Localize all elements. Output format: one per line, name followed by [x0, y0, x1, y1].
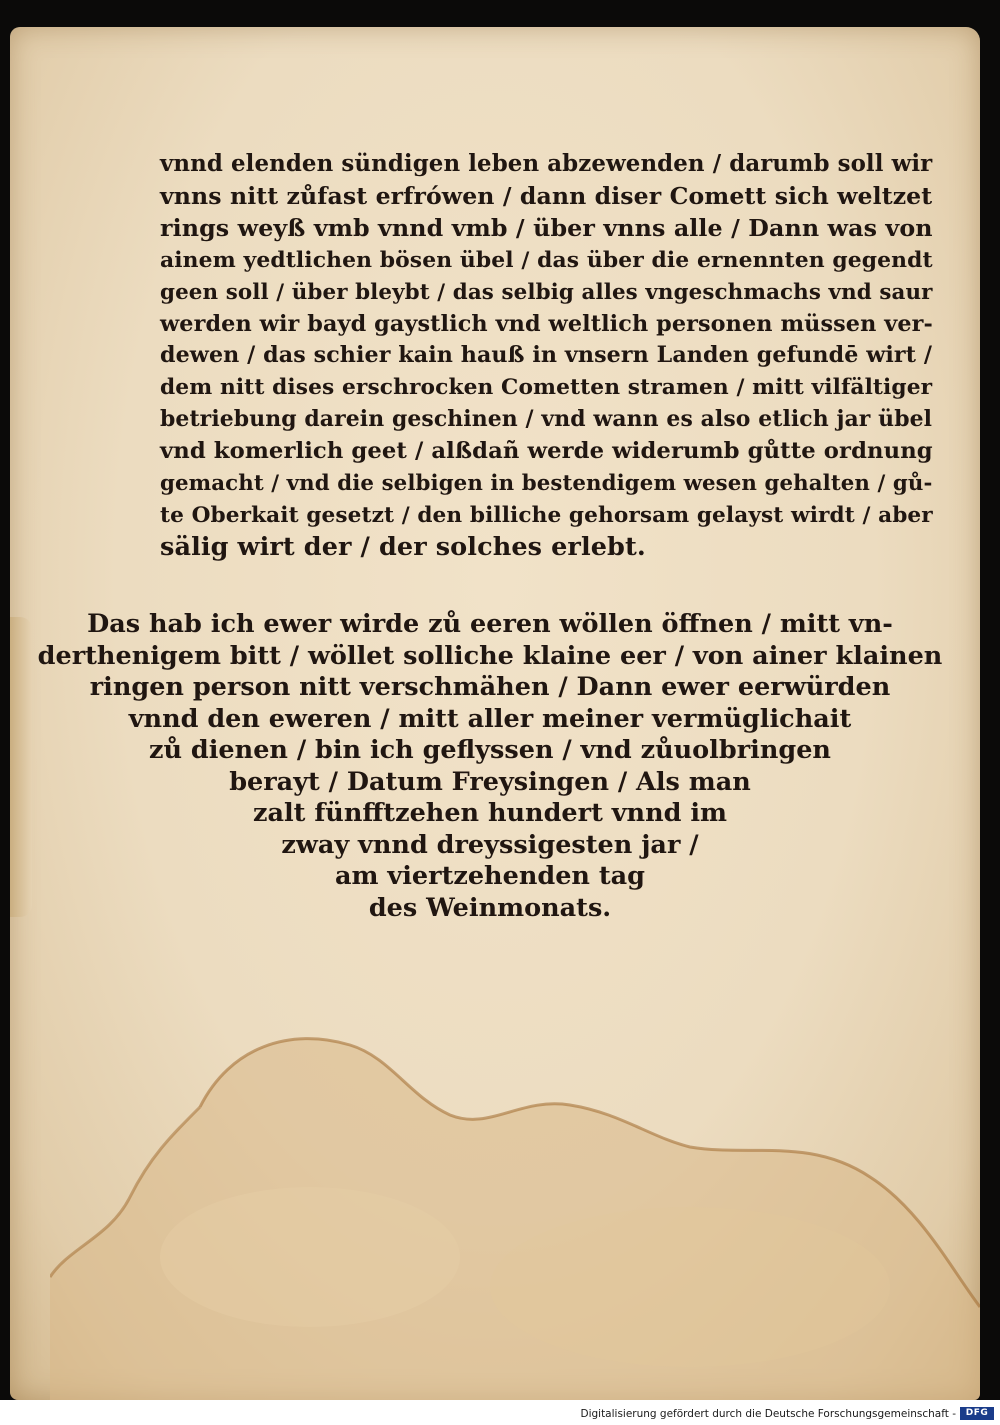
text-line: betriebung darein geschinen / vnd wann es also etlich jar übel — [160, 406, 933, 433]
dedication-line: berayt / Datum Freysingen / Als man — [229, 766, 751, 797]
dedication-block — [10, 609, 970, 924]
text-line: ainem yedtlichen bösen übel / das über die ernennten gegendt — [160, 246, 933, 273]
text-line: geen soll / über bleybt / das selbig alles vngeschmachs vnd saur — [160, 279, 933, 305]
dedication-line: zway vnnd dreyssigesten jar / — [281, 829, 699, 860]
dedication-line: des Weinmonats. — [368, 892, 612, 923]
text-line: dem nitt dises erschrocken Cometten stramen / mitt vilfältiger — [160, 375, 933, 401]
dedication-line: derthenigem bitt / wöllet solliche klaine eer / von ainer klainen — [37, 640, 943, 671]
text-line: werden wir bayd gaystlich vnd weltlich personen müssen ver- — [160, 310, 933, 337]
text-line: rings weyß vmb vnnd vmb / über vnns alle / Dann was von — [160, 213, 933, 242]
text-line: vnnd elenden sündigen leben abzewenden / darumb soll wir — [160, 151, 933, 177]
text-line: te Oberkait gesetzt / den billiche gehorsam gelayst wirdt / aber — [160, 502, 933, 528]
dedication-line: vnnd den eweren / mitt aller meiner vermüglichait — [128, 703, 852, 734]
text-line: gemacht / vnd die selbigen in bestendigem wesen gehalten / gů- — [160, 471, 933, 497]
main-text-block — [160, 149, 940, 564]
dedication-line: zalt fünfftzehen hundert vnnd im — [252, 798, 728, 828]
book-page — [10, 27, 980, 1400]
dedication-line: zů dienen / bin ich geflyssen / vnd zůuolbringen — [149, 735, 831, 765]
dfg-logo: DFG — [960, 1407, 994, 1420]
text-line: dewen / das schier kain hauß in vnsern Landen gefundē wirt / — [160, 342, 933, 369]
dedication-line: am viertzehenden tag — [335, 861, 645, 891]
funding-credit: Digitalisierung gefördert durch die Deutsche Forschungsgemeinschaft - — [580, 1408, 956, 1420]
text-line: sälig wirt der / der solches erlebt. — [160, 531, 646, 562]
dedication-line: Das hab ich ewer wirde zů eeren wöllen öffnen / mitt vn- — [87, 609, 893, 639]
text-line: vnns nitt zůfast erfrówen / dann diser Comett sich weltzet — [160, 181, 933, 210]
water-stain — [50, 1027, 980, 1400]
text-line: vnd komerlich geet / alßdañ werde widerumb gůtte ordnung — [160, 438, 933, 465]
dedication-line: ringen person nitt verschmähen / Dann ewer eerwürden — [89, 672, 891, 702]
